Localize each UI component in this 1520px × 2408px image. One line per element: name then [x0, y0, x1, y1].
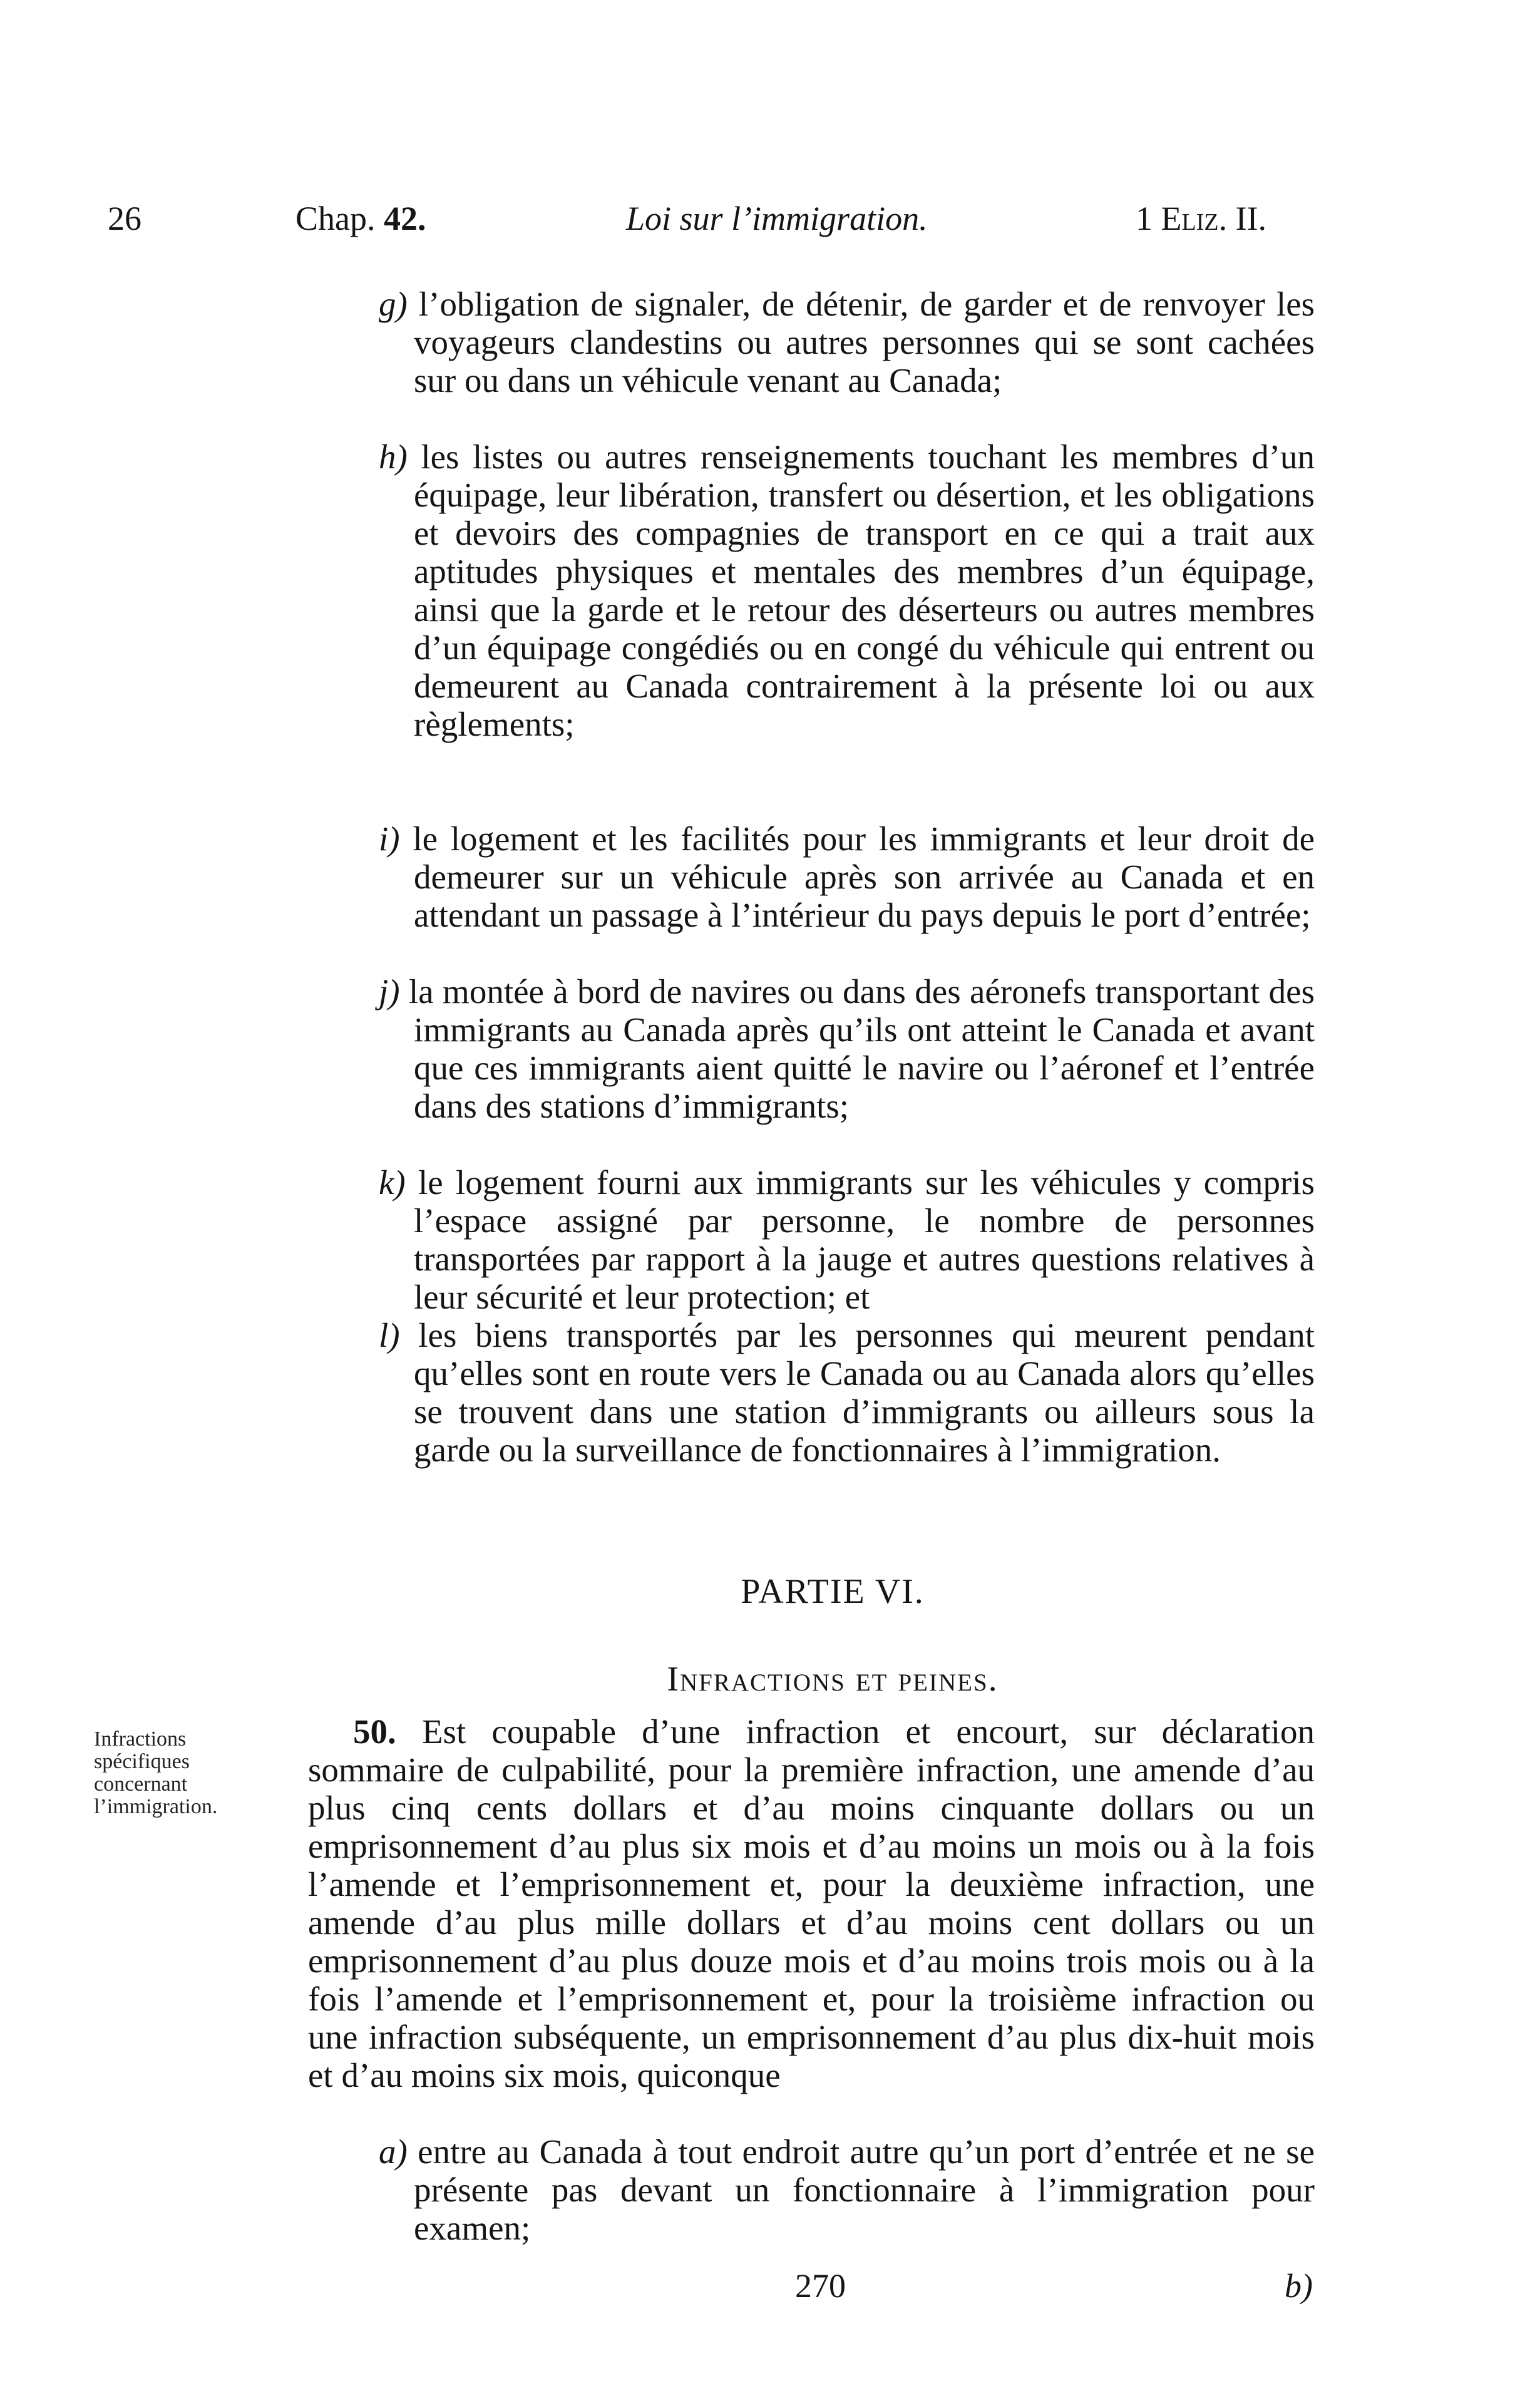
clause-label: i) — [379, 820, 400, 858]
header-regnal-year: 1 Eliz. II. — [1136, 200, 1267, 237]
running-header — [0, 199, 1520, 249]
clause-g — [379, 285, 1315, 399]
chapter-number: 42. — [384, 200, 426, 237]
clause-label: g) — [379, 285, 408, 323]
header-chapter — [295, 199, 426, 238]
margin-note: Infractions spécifiques concernant l’immigration. — [94, 1727, 218, 1818]
clause-text: entre au Canada à tout endroit autre qu’un port d’entrée et ne se présente pas devant un fonctionnaire à l’immigration pour examen; — [414, 2133, 1315, 2247]
section-number: 50. — [353, 1712, 396, 1751]
part-title: PARTIE VI. — [741, 1572, 925, 1611]
header-page-number: 26 — [108, 200, 141, 237]
section-text: Est coupable d’une infraction et encourt, sur déclaration sommaire de culpabilité, pour la première infraction, une amende d’au plus cinq cents dollars et d’au moins cinquante dollars ou un emprisonnement d’au plus six mois et d’au moins un mois ou à la fois l’amende et l’emprisonnement et, pour la deuxième infraction, une amende d’au plus mille dollars et d’au moins cent dollars ou un emprisonnement d’au plus douze mois et d’au moins trois mois ou à la fois l’amende et l’emprisonnement et, pour la troisième infraction ou une infraction subséquente, un emprisonnement d’au plus dix-huit mois et d’au moins six mois, quiconque — [308, 1712, 1315, 2094]
clause-k — [379, 1163, 1315, 1316]
clause-text: la montée à bord de navires ou dans des aéronefs transportant des immigrants au Canada après qu’ils ont atteint le Canada et avant que ces immigrants aient quitté le navire ou l’aéronef et l’entrée dans des stations d’immigrants; — [408, 972, 1315, 1125]
clause-label: j) — [379, 972, 400, 1011]
catchword: b) — [1285, 2267, 1313, 2305]
clause-text: l’obligation de signaler, de détenir, de garder et de renvoyer les voyageurs clandestins ou autres personnes qui se sont cachées sur ou dans un véhicule venant au Canada; — [414, 285, 1315, 399]
chapter-prefix: Chap. — [295, 200, 376, 237]
clause-label: k) — [379, 1163, 406, 1201]
section-50 — [308, 1712, 1315, 2094]
clause-l — [379, 1316, 1315, 1469]
clause-label: l) — [379, 1316, 400, 1354]
clause-text: les listes ou autres renseignements touchant les membres d’un équipage, leur libération, transfert ou désertion, et les obligations et devoirs des compagnies de transport en ce qui a trait aux aptitudes physiques et mentales des membres d’un équipage, ainsi que la garde et le retour des déserteurs ou autres membres d’un équipage congédiés ou en congé du véhicule qui entrent ou demeurent au Canada contrairement à la présente loi ou aux règlements; — [414, 438, 1315, 743]
clause-h — [379, 438, 1315, 743]
clause-text: les biens transportés par les personnes qui meurent pendant qu’elles sont en route vers le Canada ou au Canada alors qu’elles se trouvent dans une station d’immigrants ou ailleurs sous la garde ou la surveillance de fonctionnaires à l’immigration. — [414, 1316, 1315, 1469]
clause-j — [379, 972, 1315, 1125]
header-title: Loi sur l’immigration. — [626, 200, 928, 237]
clause-text: le logement fourni aux immigrants sur les véhicules y compris l’espace assigné par personne, le nombre de personnes transportées par rapport à la jauge et autres questions relatives à leur sécurité et leur protection; et — [414, 1163, 1315, 1316]
clause-label: a) — [379, 2133, 408, 2171]
clause-a — [379, 2133, 1315, 2247]
footer-page-number: 270 — [795, 2267, 846, 2305]
part-subheading: Infractions et peines. — [667, 1660, 999, 1699]
clause-label: h) — [379, 438, 408, 476]
clause-i — [379, 820, 1315, 934]
clause-text: le logement et les facilités pour les immigrants et leur droit de demeurer sur un véhicule après son arrivée au Canada et en attendant un passage à l’intérieur du pays depuis le port d’entrée; — [413, 820, 1315, 934]
